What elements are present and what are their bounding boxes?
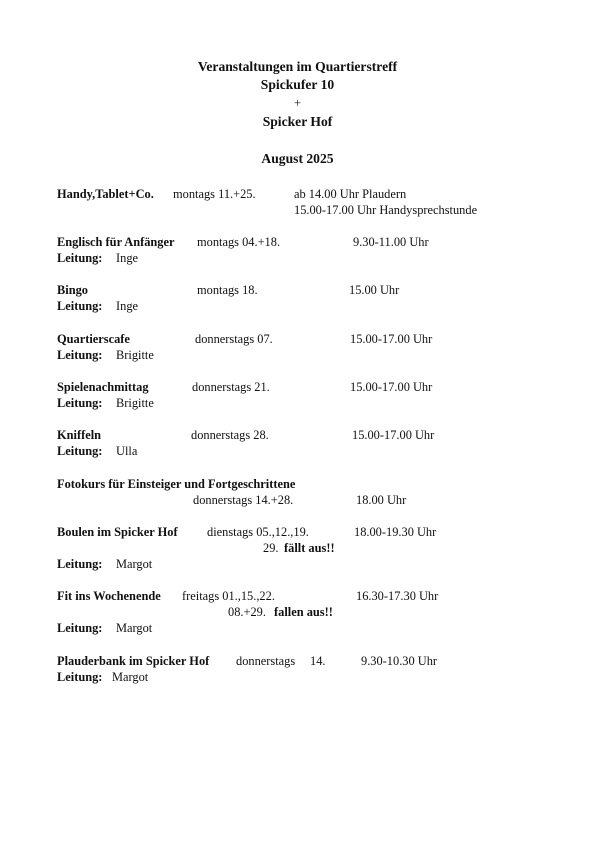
leitung-name: Margot — [112, 670, 149, 684]
title-line-2: Spickufer 10 — [260, 77, 335, 92]
leitung-name: Margot — [116, 621, 153, 635]
leitung-name: Brigitte — [116, 348, 154, 362]
event-time: 9.30-11.00 Uhr — [353, 235, 429, 249]
event-time: 15.00 Uhr — [349, 283, 400, 297]
month-heading: August 2025 — [261, 151, 334, 166]
title-plus: + — [294, 96, 301, 110]
event-name: Boulen im Spicker Hof — [57, 525, 178, 539]
event-date: 14. — [310, 654, 326, 668]
event-time: 18.00 Uhr — [356, 493, 407, 507]
cancel-note: fällt aus!! — [284, 541, 335, 555]
event-days: donnerstags 21. — [192, 380, 270, 394]
leitung-label: Leitung: — [57, 251, 103, 265]
event-name: Fotokurs für Einsteiger und Fortgeschrittene — [57, 477, 296, 491]
event-name: Plauderbank im Spicker Hof — [57, 654, 210, 668]
event-time-2: 15.00-17.00 Uhr Handysprechstunde — [294, 203, 478, 217]
title-line-1: Veranstaltungen im Quartierstreff — [197, 59, 398, 74]
event-days: montags 18. — [197, 283, 258, 297]
leitung-label: Leitung: — [57, 299, 103, 313]
event-days: montags 04.+18. — [197, 235, 281, 249]
leitung-name: Margot — [116, 557, 153, 571]
event-name: Bingo — [57, 283, 88, 297]
event-days: dienstags 05.,12.,19. — [207, 525, 309, 539]
event-days: donnerstags 07. — [195, 332, 273, 346]
event-name: Kniffeln — [57, 428, 102, 442]
event-time: 16.30-17.30 Uhr — [356, 589, 439, 603]
event-days: freitags 01.,15.,22. — [182, 589, 275, 603]
leitung-label: Leitung: — [57, 348, 103, 362]
event-time: 15.00-17.00 Uhr — [352, 428, 435, 442]
leitung-label: Leitung: — [57, 444, 103, 458]
event-time: 15.00-17.00 Uhr — [350, 380, 433, 394]
leitung-name: Inge — [116, 251, 139, 265]
leitung-name: Inge — [116, 299, 139, 313]
event-name: Quartierscafe — [57, 332, 130, 346]
event-days: montags 11.+25. — [173, 187, 256, 201]
event-time: ab 14.00 Uhr Plaudern — [294, 187, 407, 201]
leitung-name: Ulla — [116, 444, 138, 458]
event-days: donnerstags 14.+28. — [193, 493, 294, 507]
event-name: Fit ins Wochenende — [57, 589, 161, 603]
leitung-label: Leitung: — [57, 396, 103, 410]
cancel-note: fallen aus!! — [274, 605, 333, 619]
event-name: Englisch für Anfänger — [57, 235, 175, 249]
event-days: donnerstags — [236, 654, 296, 668]
cancel-date: 29. — [263, 541, 279, 555]
title-line-4: Spicker Hof — [262, 114, 333, 129]
cancel-date: 08.+29. — [228, 605, 266, 619]
event-time: 15.00-17.00 Uhr — [350, 332, 433, 346]
event-name: Handy,Tablet+Co. — [57, 187, 154, 201]
event-name: Spielenachmittag — [57, 380, 149, 394]
event-days: donnerstags 28. — [191, 428, 269, 442]
leitung-label: Leitung: — [57, 621, 103, 635]
leitung-name: Brigitte — [116, 396, 154, 410]
event-time: 9.30-10.30 Uhr — [361, 654, 438, 668]
leitung-label: Leitung: — [57, 557, 103, 571]
event-time: 18.00-19.30 Uhr — [354, 525, 437, 539]
leitung-label: Leitung: — [57, 670, 103, 684]
